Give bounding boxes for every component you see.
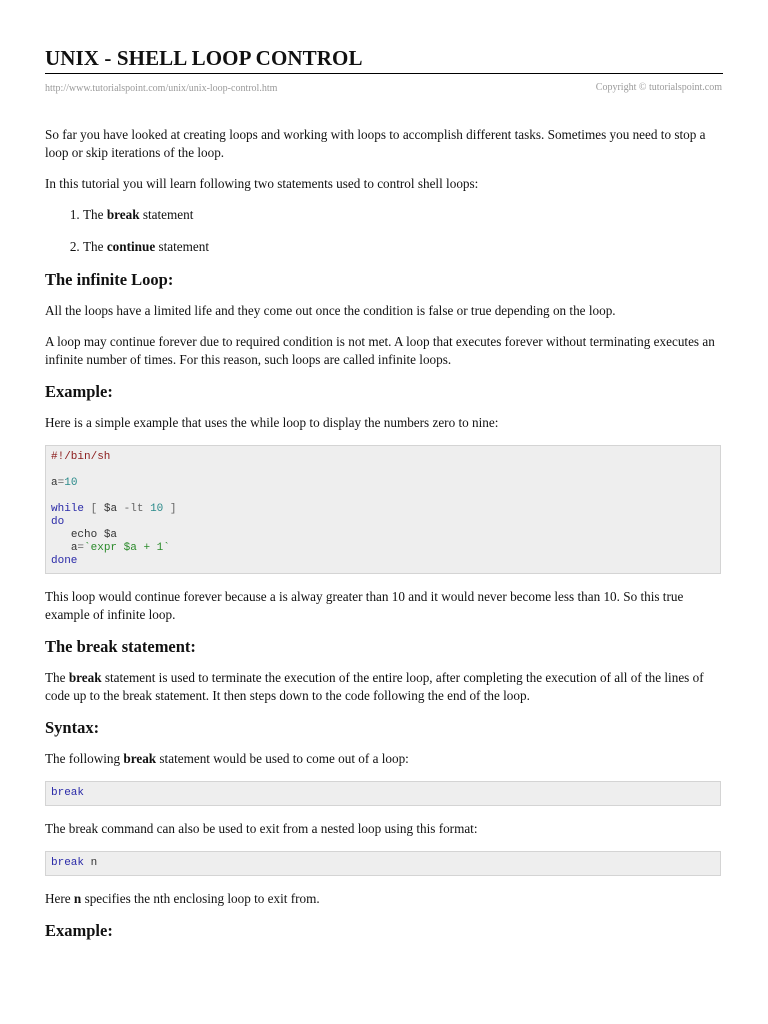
paragraph: All the loops have a limited life and they come out once the condition is false or true depending on the loop. [45, 303, 616, 318]
paragraph: The following break statement would be used to come out of a loop: [45, 751, 409, 766]
section-heading-example-2: Example: [45, 921, 113, 940]
paragraph: Here n specifies the nth enclosing loop to exit from. [45, 891, 320, 906]
intro-lead-paragraph: In this tutorial you will learn following two statements used to control shell loops: [45, 176, 479, 191]
copyright-notice: Copyright © tutorialspoint.com [595, 82, 722, 93]
code-block-break: break [45, 781, 721, 806]
section-heading-infinite-loop: The infinite Loop: [45, 270, 174, 289]
intro-paragraph: So far you have looked at creating loops and working with loops to accomplish different tasks. Sometimes you need to stop a loop or skip iterations of the loop. [45, 127, 706, 160]
source-url: http://www.tutorialspoint.com/unix/unix-loop-control.htm [45, 83, 278, 94]
paragraph: Here is a simple example that uses the while loop to display the numbers zero to nine: [45, 415, 499, 430]
page-title: UNIX - SHELL LOOP CONTROL [45, 46, 363, 70]
paragraph: The break command can also be used to exit from a nested loop using this format: [45, 821, 478, 836]
code-block-break-n: break n [45, 851, 721, 876]
article-body [45, 126, 721, 953]
statement-list [45, 206, 721, 256]
list-item: 2. The continue statement [83, 238, 721, 256]
paragraph: The break statement is used to terminate the execution of the entire loop, after completing the execution of all of the lines of code up to the break statement. It then steps down to the code following the end of the loop. [45, 670, 704, 703]
section-heading-syntax: Syntax: [45, 718, 100, 737]
paragraph: A loop may continue forever due to required condition is not met. A loop that executes forever without terminating executes an infinite number of times. For this reason, such loops are called infinite loops. [45, 334, 715, 367]
code-block-while-loop: #!/bin/sh a=10 while [ $a -lt 10 ] do echo $a a=`expr $a + 1` done [45, 445, 721, 574]
paragraph: This loop would continue forever because a is alway greater than 10 and it would never become less than 10. So this true example of infinite loop. [45, 589, 684, 622]
title-divider [45, 73, 723, 74]
section-heading-example: Example: [45, 382, 113, 401]
section-heading-break-statement: The break statement: [45, 637, 196, 656]
list-item: 1. The break statement [83, 206, 721, 224]
